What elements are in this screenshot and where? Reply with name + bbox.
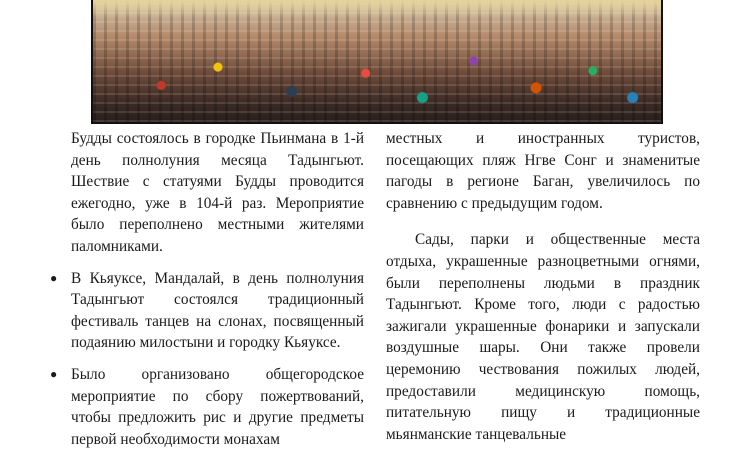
left-lead-paragraph: Будды состоялось в городке Пьинмана в 1-й день полнолуния месяца Тадынгьют. Шествие с статуями Будды проводится ежегодно, уже в 104-й раз. Мероприятие было переполнено местными жителями паломниками. xyxy=(71,130,364,255)
crowd-photo xyxy=(91,0,663,124)
right-continued-paragraph: местных и иностранных туристов, посещающих пляж Нгве Сонг и знаменитые пагоды в регионе Баган, увеличилось по сравнению с предыдущим годом. xyxy=(386,130,700,212)
left-column xyxy=(50,128,364,460)
bullet-list xyxy=(50,268,364,451)
right-column xyxy=(386,128,700,445)
bullet-text: В Кьяуксе, Мандалай, в день полнолуния Тадынгьют состоялся традиционный фестиваль танцев на слонах, посвященный подаянию милостыни и городку Кьяуксе. xyxy=(71,269,364,352)
bullet-item xyxy=(50,364,364,450)
bullet-icon: ● xyxy=(50,366,58,381)
right-paragraph-2: Сады, парки и общественные места отдыха, украшенные разноцветными огнями, были переполнены людьми в праздник Тадынгьют. Кроме того, люди с радостью зажигали украшенные фонарики и запускали воздушные шары. Они также провели церемонию чествования пожилых людей, предоставили медицинскую помощь, питательную пищу и традиционные мьянманские танцевальные xyxy=(386,231,700,443)
bullet-item xyxy=(50,268,364,354)
bullet-text: Было организовано общегородское мероприятие по сбору пожертвований, чтобы предложить рис и другие предметы первой необходимости монахам xyxy=(71,365,364,448)
bullet-icon: ● xyxy=(50,270,58,285)
